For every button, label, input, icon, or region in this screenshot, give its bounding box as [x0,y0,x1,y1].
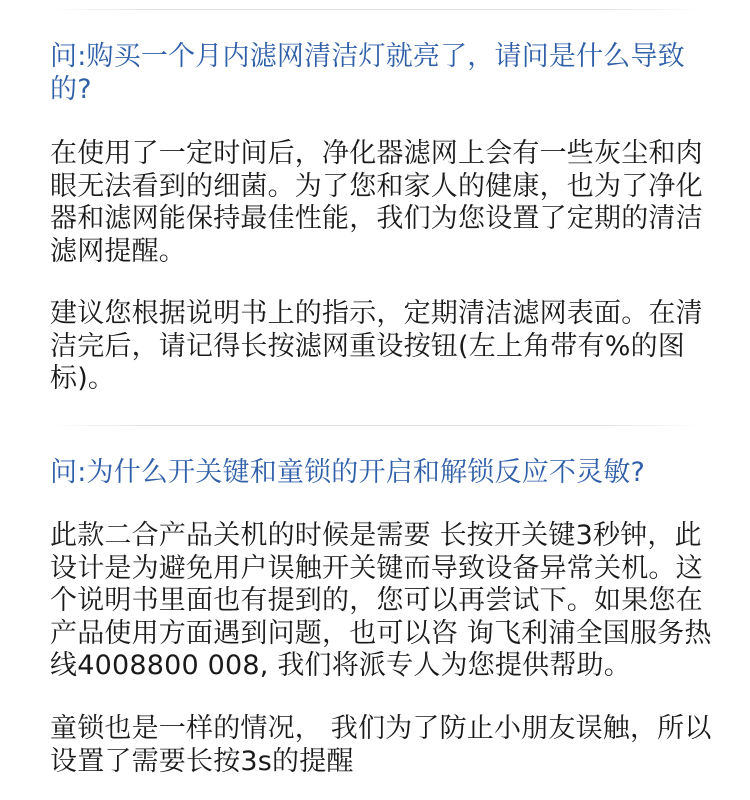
section-divider [50,425,700,426]
faq-question-1: 问:购买一个月内滤网清洁灯就亮了，请问是什么导致的? [50,41,685,105]
faq-answer-2-paragraph-2: 童锁也是一样的情况， 我们为了防止小朋友误触，所以设置了需要长按3s的提醒 [50,713,712,777]
faq-answer-1-paragraph-2: 建议您根据说明书上的指示，定期清洁滤网表面。在清洁完后，请记得长按滤网重设按钮(左上角带有%的图标)。 [50,298,703,394]
faq-answer-2-paragraph-1: 此款二合产品关机的时候是需要 长按开关键3秒钟，此设计是为避免用户误触开关键而导致设备异常关机。这个说明书里面也有提到的，您可以再尝试下。如果您在产品使用方面遇到问题，也可以咨 询飞利浦全国服务热线4008800 008, 我们将派专人为您提供帮助。 [50,520,712,681]
top-divider [50,9,700,10]
faq-question-2: 问:为什么开关键和童锁的开启和解锁反应不灵敏? [50,457,646,488]
faq-answer-1-paragraph-1: 在使用了一定时间后，净化器滤网上会有一些灰尘和肉眼无法看到的细菌。为了您和家人的健康，也为了净化器和滤网能保持最佳性能，我们为您设置了定期的清洁滤网提醒。 [50,138,703,267]
